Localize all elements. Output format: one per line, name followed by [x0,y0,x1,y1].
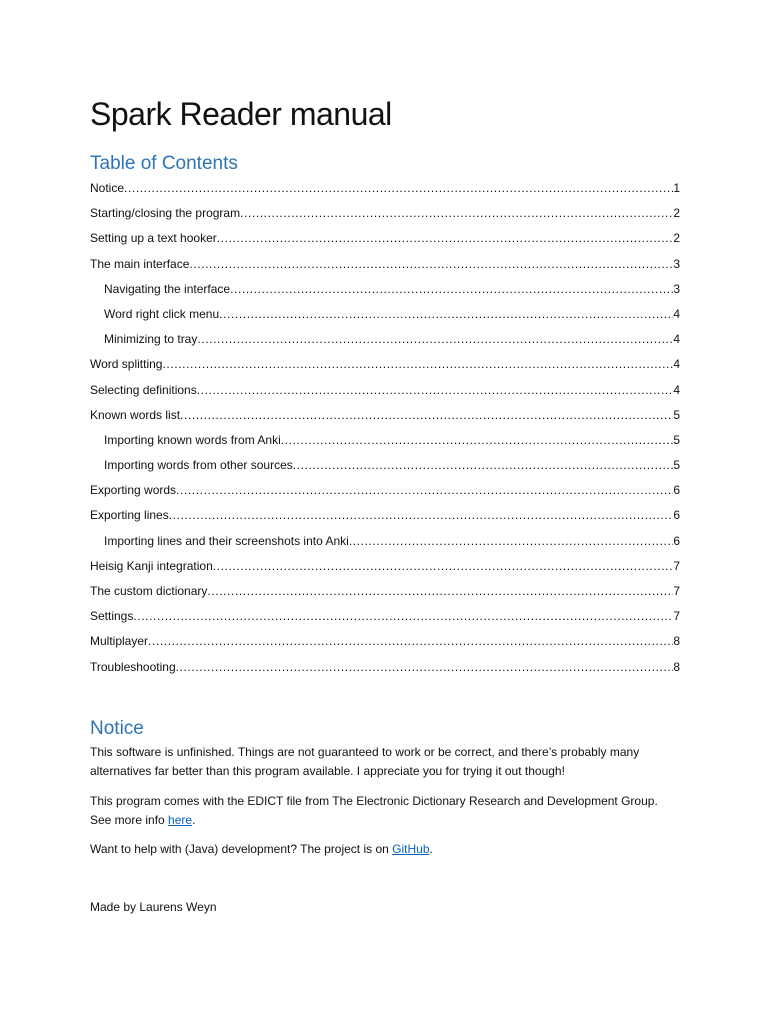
toc-dot-leader [162,352,673,377]
toc-entry-label: Heisig Kanji integration [90,558,213,573]
toc-entry-label: Exporting words [90,483,177,498]
toc-dot-leader [349,529,674,554]
toc-dot-leader [197,378,674,403]
toc-entry-label: Known words list [90,407,181,422]
toc-entry-label: Importing lines and their screenshots into Anki [104,533,349,548]
toc-entry-label: Starting/closing the program [90,206,241,221]
toc-entry[interactable] [90,252,680,277]
toc-dot-leader [240,201,673,226]
toc-entry-page-number: 1 [673,181,680,195]
toc-entry-label: Settings [90,609,134,624]
toc-entry-page-number: 2 [673,231,680,246]
toc-entry-label: Notice [90,181,125,195]
toc-entry-page-number: 8 [673,634,680,649]
table-of-contents [90,176,680,680]
toc-entry-label: Setting up a text hooker [90,231,217,246]
author-line: Made by Laurens Weyn [90,900,217,914]
toc-entry[interactable] [90,529,680,554]
toc-entry[interactable] [90,226,680,251]
toc-dot-leader [133,604,673,629]
toc-entry-label: Word splitting [90,357,163,372]
toc-dot-leader [217,226,674,251]
toc-entry-page-number: 6 [673,533,680,548]
toc-entry-label: Navigating the interface [104,281,231,296]
toc-entry[interactable] [90,503,680,528]
toc-entry-page-number: 3 [673,256,680,271]
notice-paragraph-github [90,840,680,859]
toc-entry[interactable] [90,327,680,352]
toc-dot-leader [213,554,674,579]
toc-entry-label: Multiplayer [90,634,149,649]
toc-entry-label: The custom dictionary [90,584,208,598]
github-text: Want to help with (Java) development? The project is on [90,842,393,856]
toc-dot-leader [230,277,673,302]
toc-dot-leader [148,629,673,654]
toc-entry[interactable] [90,302,680,327]
toc-dot-leader [180,403,673,428]
toc-entry[interactable] [90,352,680,377]
toc-entry-label: Exporting lines [90,508,169,523]
toc-entry-label: Minimizing to tray [104,332,198,347]
notice-heading: Notice [90,718,144,739]
toc-entry[interactable] [90,378,680,403]
github-link[interactable]: GitHub [392,842,430,856]
more-info-link[interactable]: here [168,813,193,827]
toc-dot-leader [293,453,674,478]
toc-entry-page-number: 4 [673,357,680,372]
toc-entry-page-number: 5 [673,458,680,473]
toc-entry-page-number: 7 [673,609,680,624]
toc-dot-leader [176,478,673,503]
notice-paragraph-edict [90,792,680,830]
toc-entry[interactable] [90,403,680,428]
toc-entry-page-number: 5 [673,407,680,422]
toc-entry-page-number: 3 [673,281,680,296]
toc-entry-page-number: 7 [673,584,680,598]
document-title: Spark Reader manual [90,96,392,132]
toc-heading: Table of Contents [90,153,238,174]
toc-dot-leader [281,428,674,453]
toc-entry[interactable] [90,655,680,680]
toc-entry-page-number: 4 [673,306,680,321]
toc-entry[interactable] [90,629,680,654]
toc-entry-page-number: 7 [673,558,680,573]
toc-entry[interactable] [90,428,680,453]
toc-entry[interactable] [90,176,680,201]
toc-entry[interactable] [90,579,680,604]
toc-dot-leader [124,176,673,201]
toc-entry[interactable] [90,201,680,226]
toc-entry-page-number: 4 [673,382,680,397]
toc-entry[interactable] [90,604,680,629]
toc-entry-page-number: 6 [673,508,680,523]
toc-entry-label: Importing words from other sources [104,458,293,473]
toc-entry[interactable] [90,554,680,579]
toc-entry-label: Word right click menu [104,306,220,321]
toc-dot-leader [207,579,673,604]
notice-paragraph-unfinished: This software is unfinished. Things are not guaranteed to work or be correct, and there’s probably many alternatives far better than this program available. I appreciate you for trying it out though! [90,745,640,778]
toc-entry-label: The main interface [90,256,190,271]
toc-dot-leader [189,252,673,277]
edict-text: This program comes with the EDICT file from The Electronic Dictionary Research and Development Group. See more info [90,794,658,827]
toc-entry-label: Importing known words from Anki [104,432,281,447]
github-period: . [429,842,433,856]
toc-entry-page-number: 6 [673,483,680,498]
toc-dot-leader [197,327,673,352]
toc-entry-label: Selecting definitions [90,382,197,397]
toc-entry-page-number: 4 [673,332,680,347]
toc-entry-page-number: 2 [673,206,680,221]
toc-entry-page-number: 5 [673,432,680,447]
edict-period: . [192,813,196,827]
toc-entry[interactable] [90,453,680,478]
toc-dot-leader [169,503,674,528]
toc-entry[interactable] [90,277,680,302]
toc-entry-label: Troubleshooting [90,659,176,674]
toc-dot-leader [219,302,673,327]
toc-entry-page-number: 8 [673,659,680,674]
toc-entry[interactable] [90,478,680,503]
toc-dot-leader [176,655,674,680]
